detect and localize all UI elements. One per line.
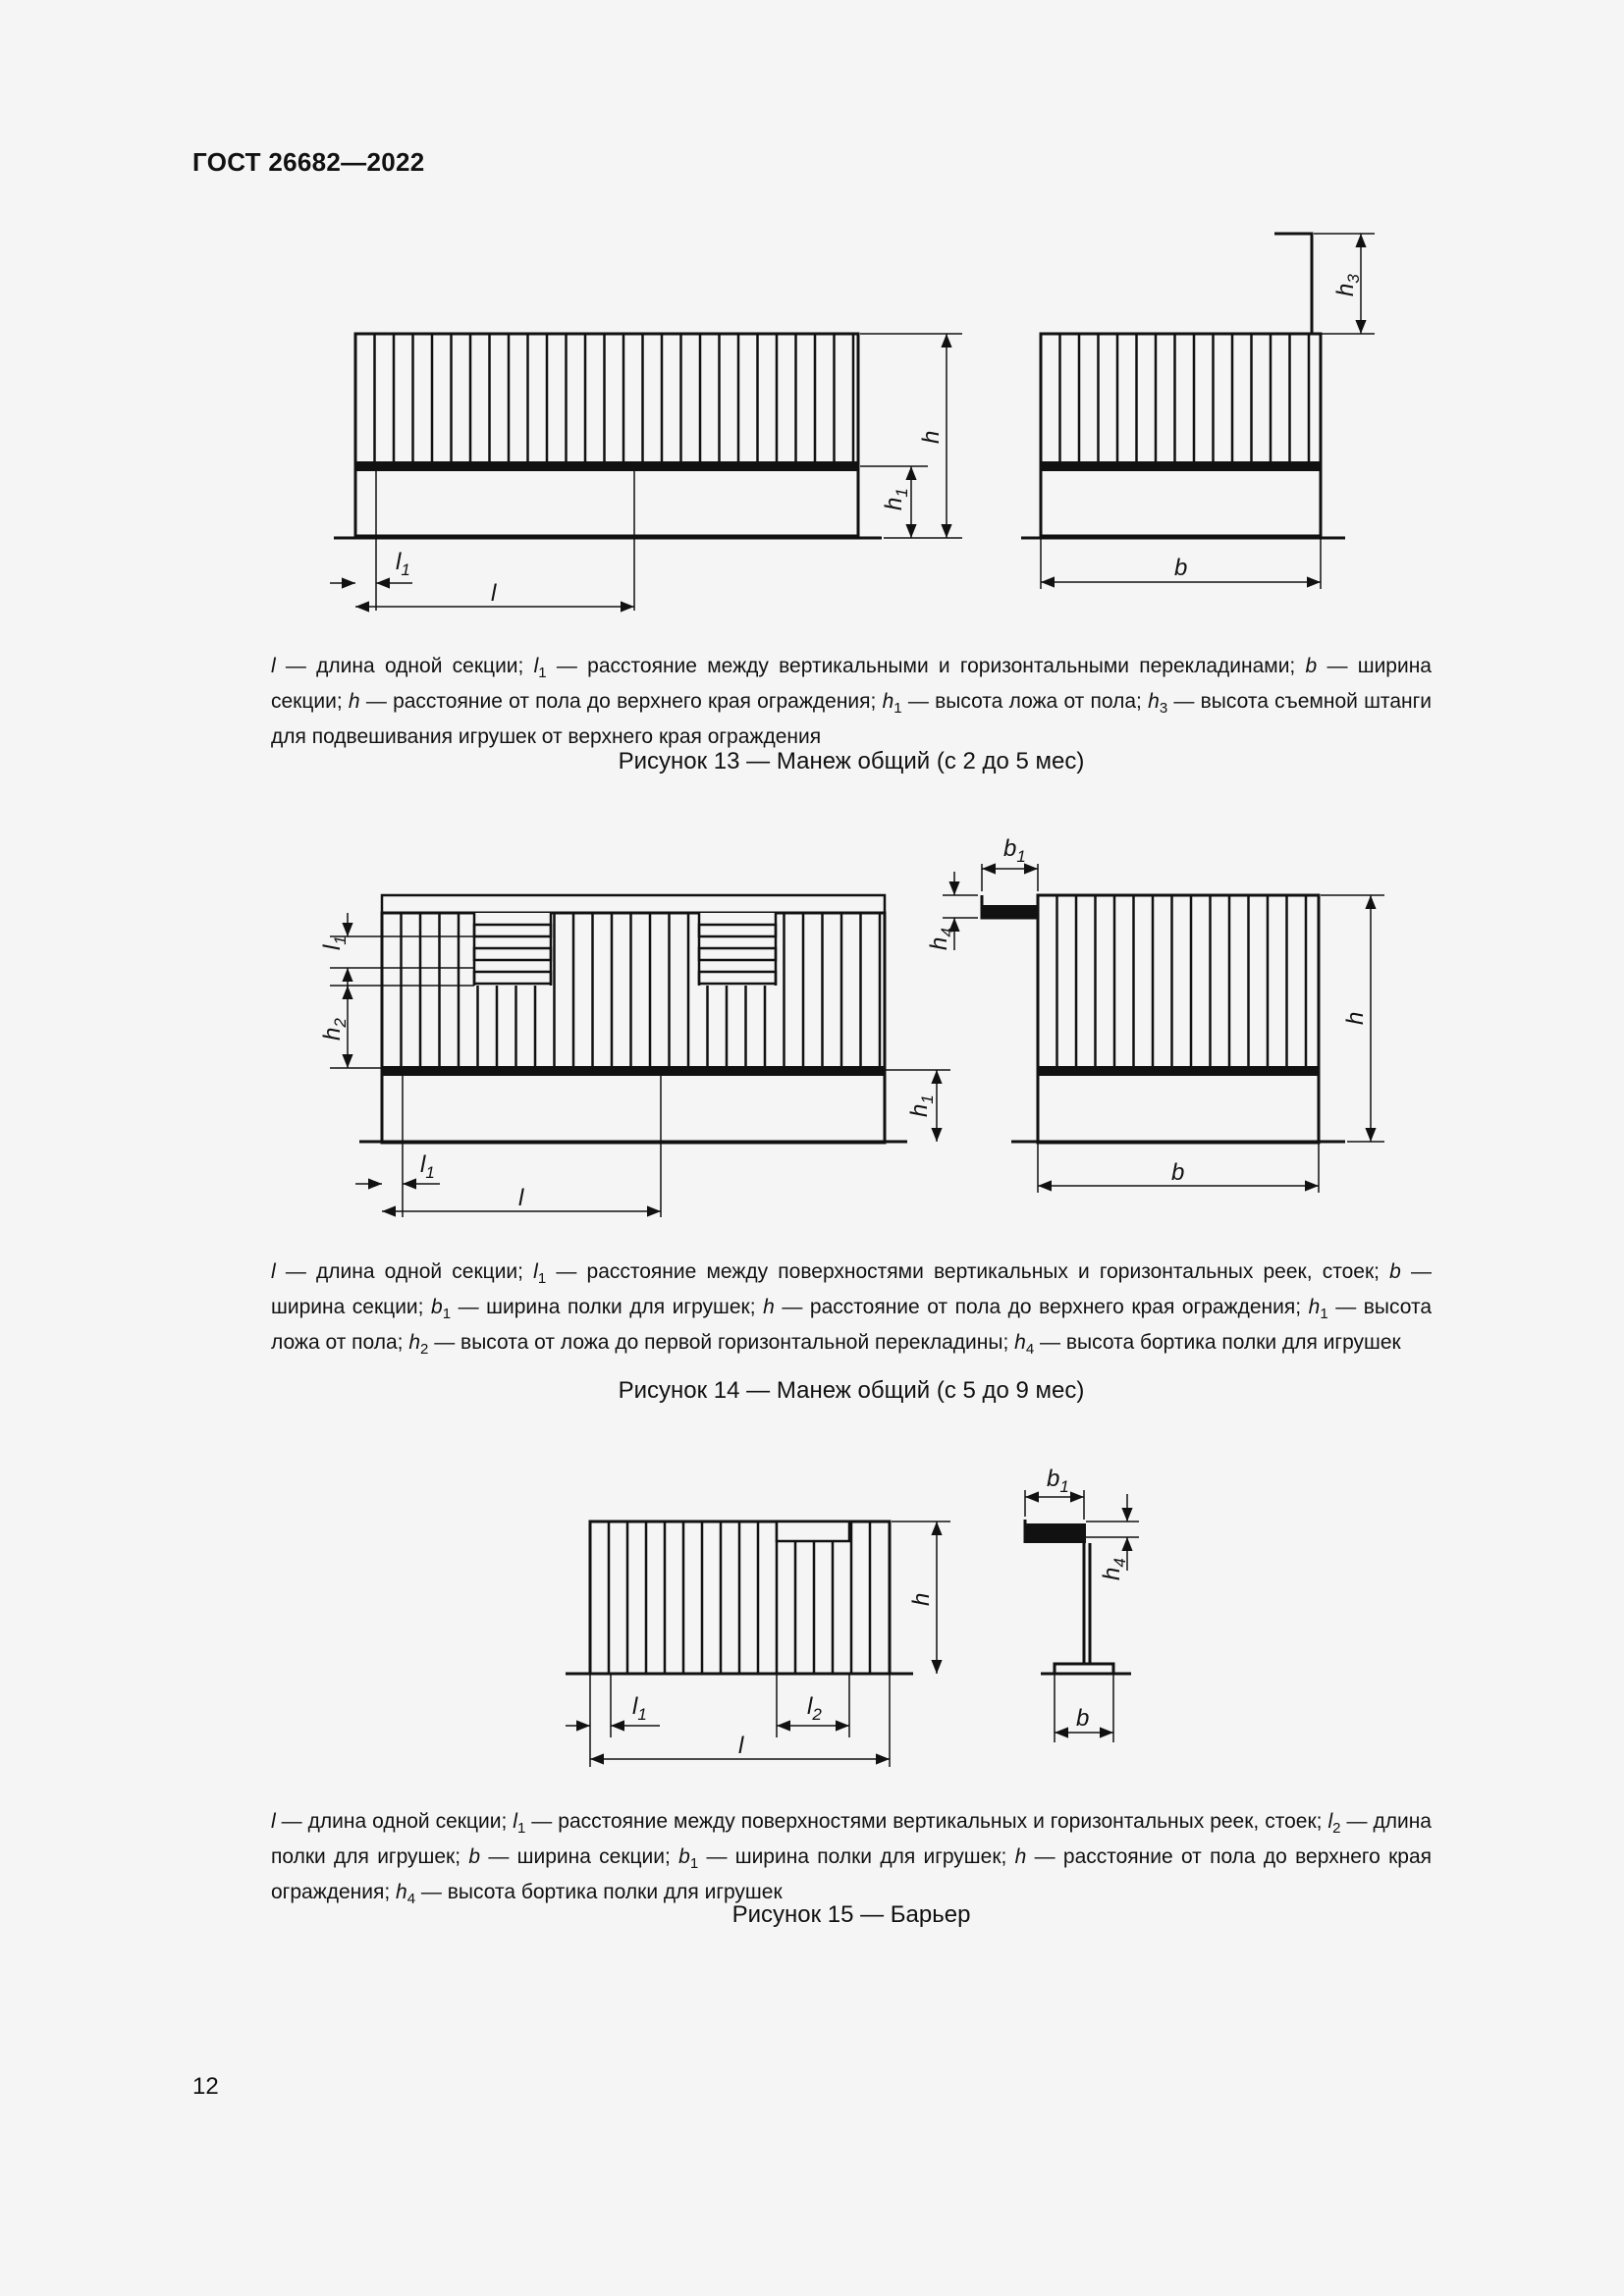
figure-15-caption: Рисунок 15 — Барьер — [731, 1901, 971, 1928]
dim-b: b — [1171, 1159, 1185, 1186]
horizontal-bars-right — [699, 913, 776, 986]
figure-15-drawing — [0, 1453, 1624, 1787]
dim-h3: $h_3$ — [1332, 274, 1363, 296]
dim-h: h — [908, 1592, 935, 1606]
dim-h4: $h_4$ — [926, 928, 956, 950]
dim-h2: $h_2$ — [319, 1018, 350, 1041]
horizontal-bars-left — [474, 913, 551, 986]
dim-b: b — [1076, 1705, 1090, 1732]
page-number: 12 — [192, 2073, 219, 2100]
dim-b: b — [1174, 555, 1188, 581]
dim-l: l — [518, 1185, 524, 1211]
dim-l2: $l_2$ — [807, 1693, 822, 1724]
dim-h1: $h_1$ — [881, 488, 911, 510]
dim-l: l — [738, 1733, 744, 1759]
front-slats — [375, 334, 854, 461]
front-slats — [609, 1522, 870, 1674]
dim-l: l — [491, 580, 497, 607]
dim-h1: $h_1$ — [906, 1095, 937, 1117]
dim-b1: $b_1$ — [1047, 1466, 1069, 1496]
dim-b1: $b_1$ — [1003, 835, 1026, 866]
dim-h: h — [918, 430, 945, 444]
figure-13-legend: l — длина одной секции; $l_1$ — расстояние между вертикальными и горизонтальными перекладинами; b — ширина секции; h — расстояние от пола до верхнего края ограждения; $h_1$ — высота ложа от пола; $h_3$ — высота съемной штанги для подвешивания игрушек от верхнего края ограждения — [271, 655, 1432, 749]
figure-13-drawing — [0, 216, 1624, 628]
figure-14-caption: Рисунок 14 — Манеж общий (с 5 до 9 мес) — [618, 1377, 1085, 1404]
side-slats — [1060, 334, 1310, 461]
dim-h: h — [1342, 1011, 1369, 1025]
dim-l1: $l_1$ — [420, 1151, 435, 1182]
figure-14-legend: l — длина одной секции; $l_1$ — расстояние между поверхностями вертикальных и горизонтальных реек, стоек; b — ширина секции; $b_1$ — ширина полки для игрушек; h — расстояние от пола до верхнего края ограждения; $h_1$ — высота ложа от пола; $h_2$ — высота от ложа до первой горизонтальной перекладины; $h_4$ — высота бортика полки для игрушек — [271, 1260, 1433, 1359]
document-header: ГОСТ 26682—2022 — [192, 147, 425, 177]
dim-h4: $h_4$ — [1099, 1558, 1129, 1580]
figure-15-legend: l — длина одной секции; $l_1$ — расстояние между поверхностями вертикальных и горизонтальных реек, стоек; $l_2$ — длина полки для игрушек; b — ширина секции; $b_1$ — ширина полки для игрушек; h — расстояние от пола до верхнего края ограждения; $h_4$ — высота бортика полки для игрушек — [271, 1810, 1432, 1908]
figure-13-caption: Рисунок 13 — Манеж общий (с 2 до 5 мес) — [618, 748, 1085, 774]
dim-l1-vertical: $l_1$ — [319, 935, 350, 950]
side-slats — [1057, 895, 1307, 1066]
dim-l1: $l_1$ — [632, 1693, 647, 1724]
figure-14-drawing — [0, 825, 1624, 1237]
dim-l1: $l_1$ — [396, 549, 410, 579]
